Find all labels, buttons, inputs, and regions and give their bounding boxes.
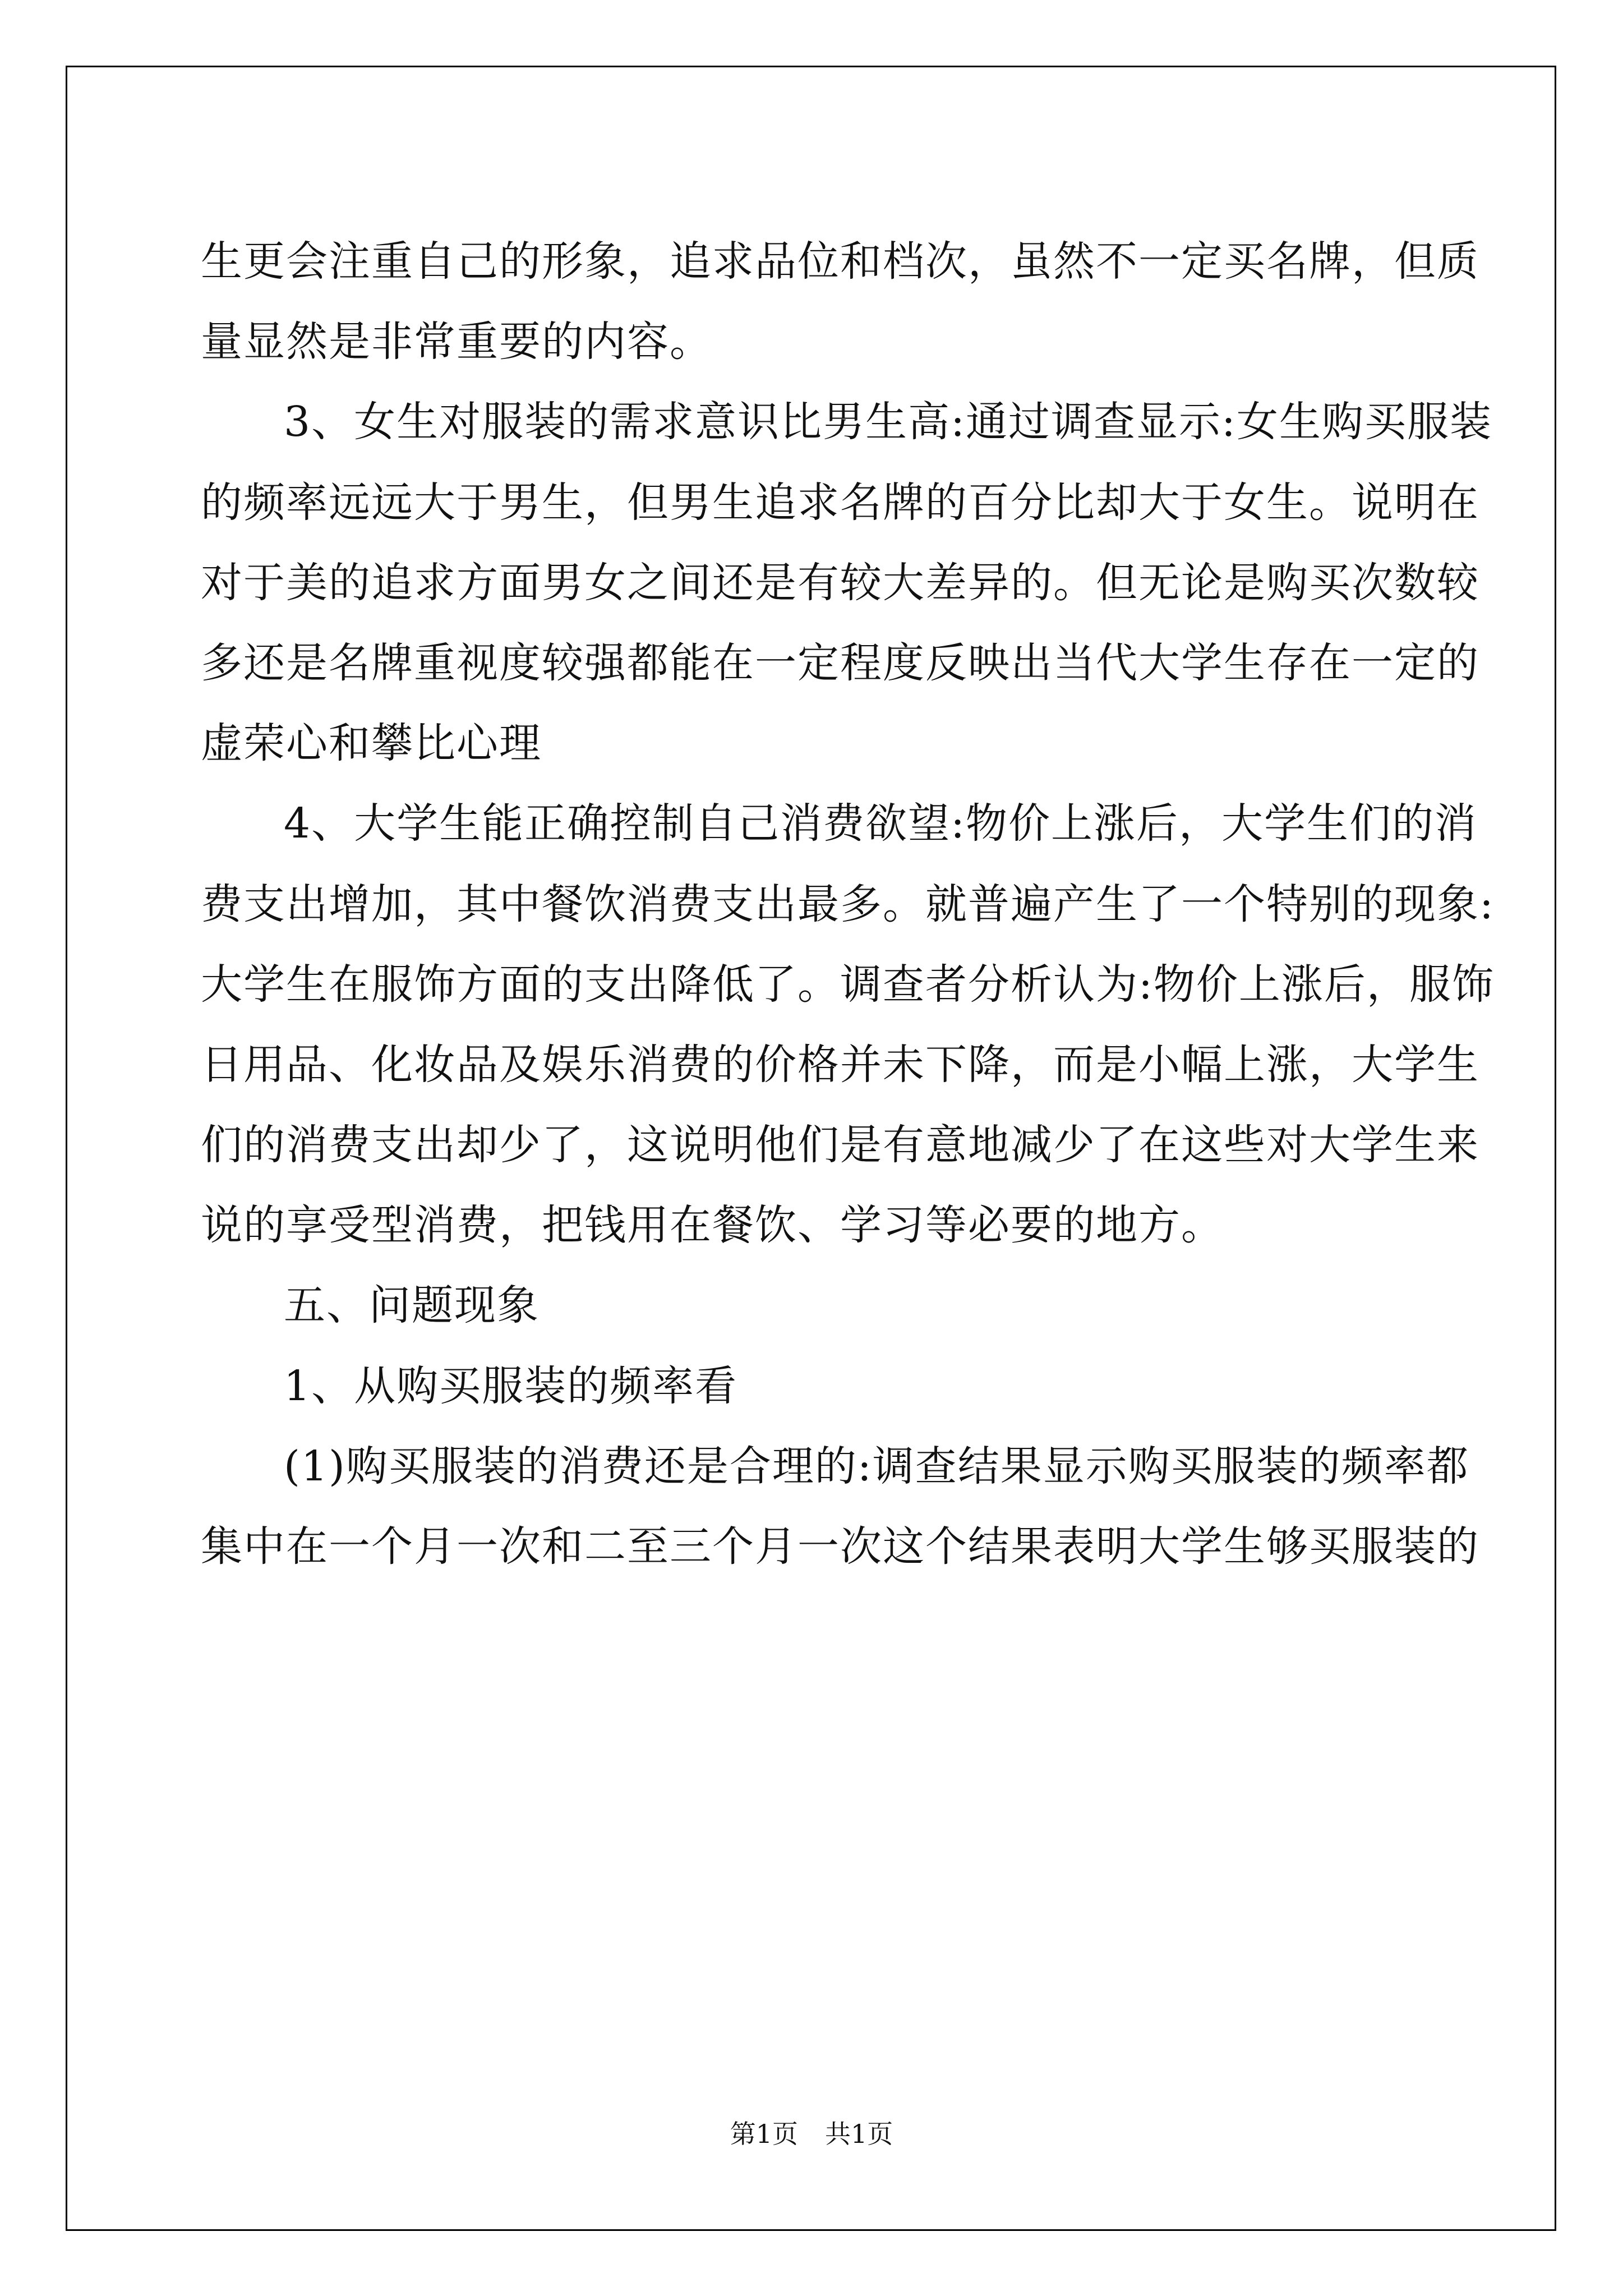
page-total: 共1页 (825, 2119, 893, 2149)
paragraph-start-line: 3、女生对服装的需求意识比男生高:通过调查显示:女生购买服装 (284, 398, 1492, 447)
document-body (201, 222, 1495, 1587)
subsection-heading: 1、从购买服装的频率看 (284, 1361, 738, 1410)
text-line: 对于美的追求方面男女之间还是有较大差异的。但无论是购买次数较 (201, 558, 1479, 607)
text-line: 虚荣心和攀比心理 (201, 719, 542, 768)
text-line: 量显然是非常重要的内容。 (201, 318, 712, 366)
paragraph-start-line: 4、大学生能正确控制自己消费欲望:物价上涨后，大学生们的消 (284, 799, 1478, 848)
text-line: 说的享受型消费，把钱用在餐饮、学习等必要的地方。 (201, 1201, 1224, 1250)
text-line: 大学生在服饰方面的支出降低了。调查者分析认为:物价上涨后，服饰 (201, 960, 1495, 1009)
text-line: 费支出增加，其中餐饮消费支出最多。就普遍产生了一个特别的现象: (201, 880, 1495, 928)
text-line: 日用品、化妆品及娱乐消费的价格并未下降，而是小幅上涨，大学生 (201, 1040, 1479, 1089)
text-line: 多还是名牌重视度较强都能在一定程度反映出当代大学生存在一定的 (201, 638, 1479, 687)
paragraph-start-line: (1)购买服装的消费还是合理的:调查结果显示购买服装的频率都 (284, 1442, 1469, 1490)
text-line: 生更会注重自己的形象，追求品位和档次，虽然不一定买名牌，但质 (201, 237, 1479, 286)
text-line: 集中在一个月一次和二至三个月一次这个结果表明大学生够买服装的 (201, 1522, 1479, 1571)
page-number: 第1页 (730, 2119, 798, 2149)
page-footer (0, 2114, 1623, 2151)
text-line: 的频率远远大于男生，但男生追求名牌的百分比却大于女生。说明在 (201, 478, 1479, 527)
text-line: 们的消费支出却少了，这说明他们是有意地减少了在这些对大学生来 (201, 1121, 1479, 1170)
section-heading: 五、问题现象 (284, 1281, 540, 1330)
